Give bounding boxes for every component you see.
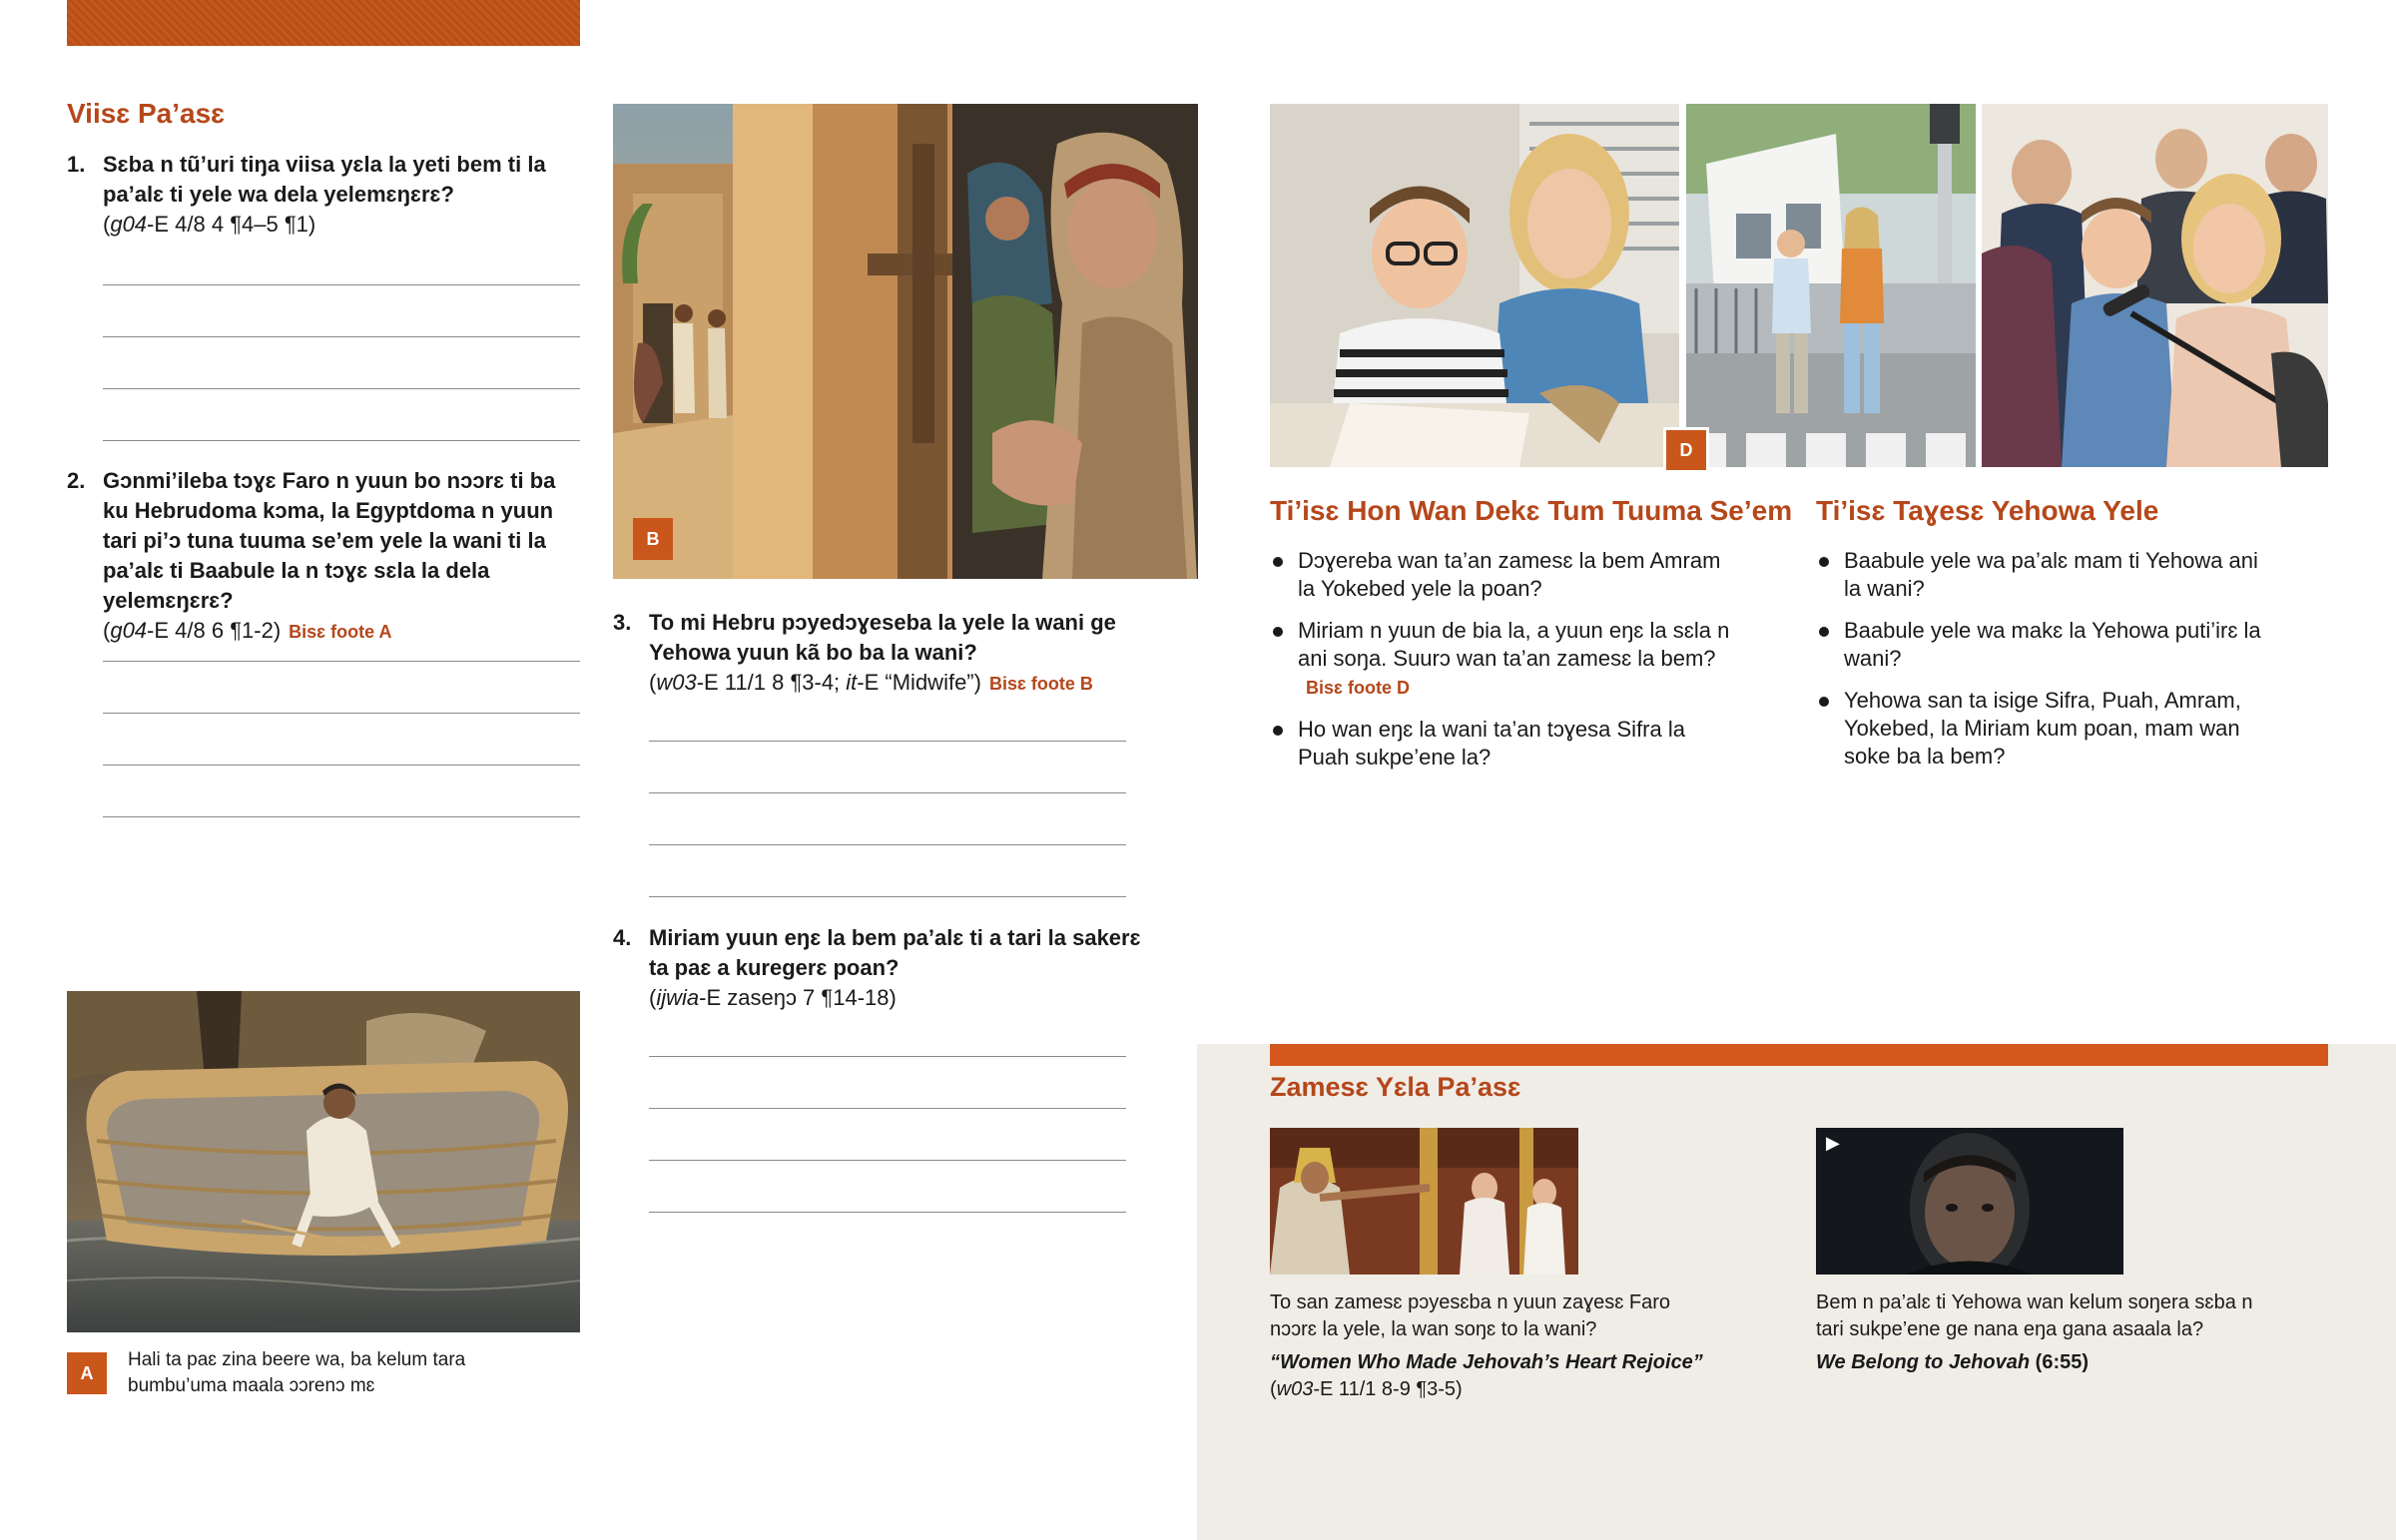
answer-line[interactable] xyxy=(103,388,580,389)
answer-line[interactable] xyxy=(649,844,1126,845)
picture-tag-b: B xyxy=(633,518,673,560)
learn-more-title: Zamesɛ Yɛla Pa’asɛ xyxy=(1270,1072,1521,1102)
list-item: Baabule yele wa pa’alɛ mam ti Yehowa ani la wani? xyxy=(1816,547,2265,603)
answer-line[interactable] xyxy=(103,440,580,441)
picture-tag-a: A xyxy=(67,1352,107,1394)
answer-line[interactable] xyxy=(103,765,580,766)
video-title-link[interactable]: We Belong to Jehovah xyxy=(1816,1351,2031,1373)
picture-b-hebrew-family xyxy=(613,104,1198,579)
question-text: To mi Hebru pɔyedɔɣeseba la yele la wani ge Yehowa yuun kã bo ba la wani? xyxy=(649,610,1116,665)
list-item: Dɔɣereba wan ta’an zamesɛ la bem Amram la Yokebed yele la poan? xyxy=(1270,547,1739,603)
article-thumbnail[interactable] xyxy=(1270,1128,1578,1275)
article-reference: (w03-E 11/1 8-9 ¶3-5) xyxy=(1270,1378,1463,1400)
see-picture-link[interactable]: Bisɛ foote B xyxy=(988,674,1093,694)
video-duration: (6:55) xyxy=(2035,1351,2090,1373)
picture-tag-d: D xyxy=(1663,427,1709,473)
children-meeting-photo xyxy=(1982,104,2328,467)
children-studying-photo xyxy=(1270,104,1679,467)
lessons-list-right xyxy=(1816,547,2265,784)
basket-river-illustration xyxy=(67,991,580,1332)
question-1 xyxy=(67,150,566,240)
photo-children-walking xyxy=(1686,104,1976,467)
children-walking-photo xyxy=(1686,104,1976,467)
decorative-top-bar xyxy=(67,0,580,46)
video-man-thumbnail xyxy=(1816,1128,2123,1275)
hebrew-family-illustration xyxy=(613,104,1198,579)
question-text: Miriam yuun eŋɛ la bem pa’alɛ ti a tari la sakerɛ ta paɛ a kuregerɛ poan? xyxy=(649,925,1141,980)
answer-line[interactable] xyxy=(649,741,1126,742)
lessons-title-left: Ti’isɛ Hon Wan Dekɛ Tum Tuuma Se’em xyxy=(1270,495,1793,526)
answer-line[interactable] xyxy=(649,792,1126,793)
answer-line[interactable] xyxy=(103,713,580,714)
question-reference: (g04-E 4/8 4 ¶4–5 ¶1) xyxy=(103,212,316,237)
article-caption: To san zamesɛ pɔyesɛba n yuun zaɣesɛ Faro nɔɔrɛ la yele, la wan soŋɛ to la wani? xyxy=(1270,1291,1671,1340)
question-3 xyxy=(613,608,1152,699)
question-number: 2. xyxy=(67,468,86,493)
photo-children-studying xyxy=(1270,104,1679,467)
answer-line[interactable] xyxy=(103,816,580,817)
picture-a-basket-river xyxy=(67,991,580,1332)
photo-children-meeting xyxy=(1982,104,2328,467)
list-item: Ho wan eŋɛ la wani ta’an tɔɣesa Sifra la Puah sukpe’ene la? xyxy=(1270,716,1739,771)
question-text: Sɛba n tũ’uri tiŋa viisa yɛla la yeti bem ti la pa’alɛ ti yele wa dela yelemɛŋɛrɛ? xyxy=(103,152,546,207)
video-caption: Bem n pa’alɛ ti Yehowa wan kelum soŋera sɛba n tari sukpe’ene ge nana eŋa gana asaala la? xyxy=(1816,1291,2253,1340)
question-reference: (w03-E 11/1 8 ¶3-4; it-E “Midwife”) Bisɛ foote B xyxy=(649,670,1093,695)
question-2 xyxy=(67,466,576,647)
see-picture-link[interactable]: Bisɛ foote D xyxy=(1306,678,1410,698)
answer-line[interactable] xyxy=(649,1108,1126,1109)
answer-line[interactable] xyxy=(649,1160,1126,1161)
pharaoh-women-thumbnail xyxy=(1270,1128,1578,1275)
question-number: 4. xyxy=(613,925,632,950)
question-reference: (g04-E 4/8 6 ¶1-2) Bisɛ foote A xyxy=(103,618,392,643)
section-title-research: Viisɛ Pa’asɛ xyxy=(67,98,226,129)
question-reference: (ijwia-E zaseŋɔ 7 ¶14-18) xyxy=(649,985,897,1010)
list-item: Miriam n yuun de bia la, a yuun eŋɛ la sɛla n ani soŋa. Suurɔ wan ta’an zamesɛ la bem?Bisɛ foote D xyxy=(1270,617,1739,702)
answer-line[interactable] xyxy=(649,896,1126,897)
answer-line[interactable] xyxy=(103,336,580,337)
picture-a-caption: Hali ta paɛ zina beere wa, ba kelum tara bumbu’uma maala ɔɔrenɔ mɛ xyxy=(128,1349,466,1396)
play-icon[interactable]: ▶ xyxy=(1826,1133,1840,1153)
question-number: 1. xyxy=(67,152,86,177)
list-item: Yehowa san ta isige Sifra, Puah, Amram, Yokebed, la Miriam kum poan, mam wan soke ba la bem? xyxy=(1816,687,2265,770)
video-thumbnail[interactable] xyxy=(1816,1128,2123,1275)
question-number: 3. xyxy=(613,610,632,635)
lessons-title-right: Ti’isɛ Taɣesɛ Yehowa Yele xyxy=(1816,495,2159,526)
see-picture-link[interactable]: Bisɛ foote A xyxy=(289,622,392,642)
answer-line[interactable] xyxy=(649,1056,1126,1057)
list-item: Baabule yele wa makɛ la Yehowa puti’irɛ la wani? xyxy=(1816,617,2265,673)
question-text: Gɔnmi’ileba tɔɣɛ Faro n yuun bo nɔɔrɛ ti ba ku Hebrudoma kɔma, la Egyptdoma n yuun tari pi’ɔ tuna tuuma se’em yele la wani ti la pa’alɛ ti Baabule la n tɔɣɛ sɛla la dela yelemɛŋɛrɛ? xyxy=(103,468,556,613)
answer-line[interactable] xyxy=(103,661,580,662)
answer-line[interactable] xyxy=(649,1212,1126,1213)
video-title-line xyxy=(1816,1349,2275,1376)
learn-more-strip xyxy=(1270,1044,2328,1066)
answer-line[interactable] xyxy=(103,284,580,285)
lessons-list-left xyxy=(1270,547,1739,785)
question-4 xyxy=(613,923,1152,1013)
article-title-link[interactable]: “Women Who Made Jehovah’s Heart Rejoice” xyxy=(1270,1351,1703,1373)
